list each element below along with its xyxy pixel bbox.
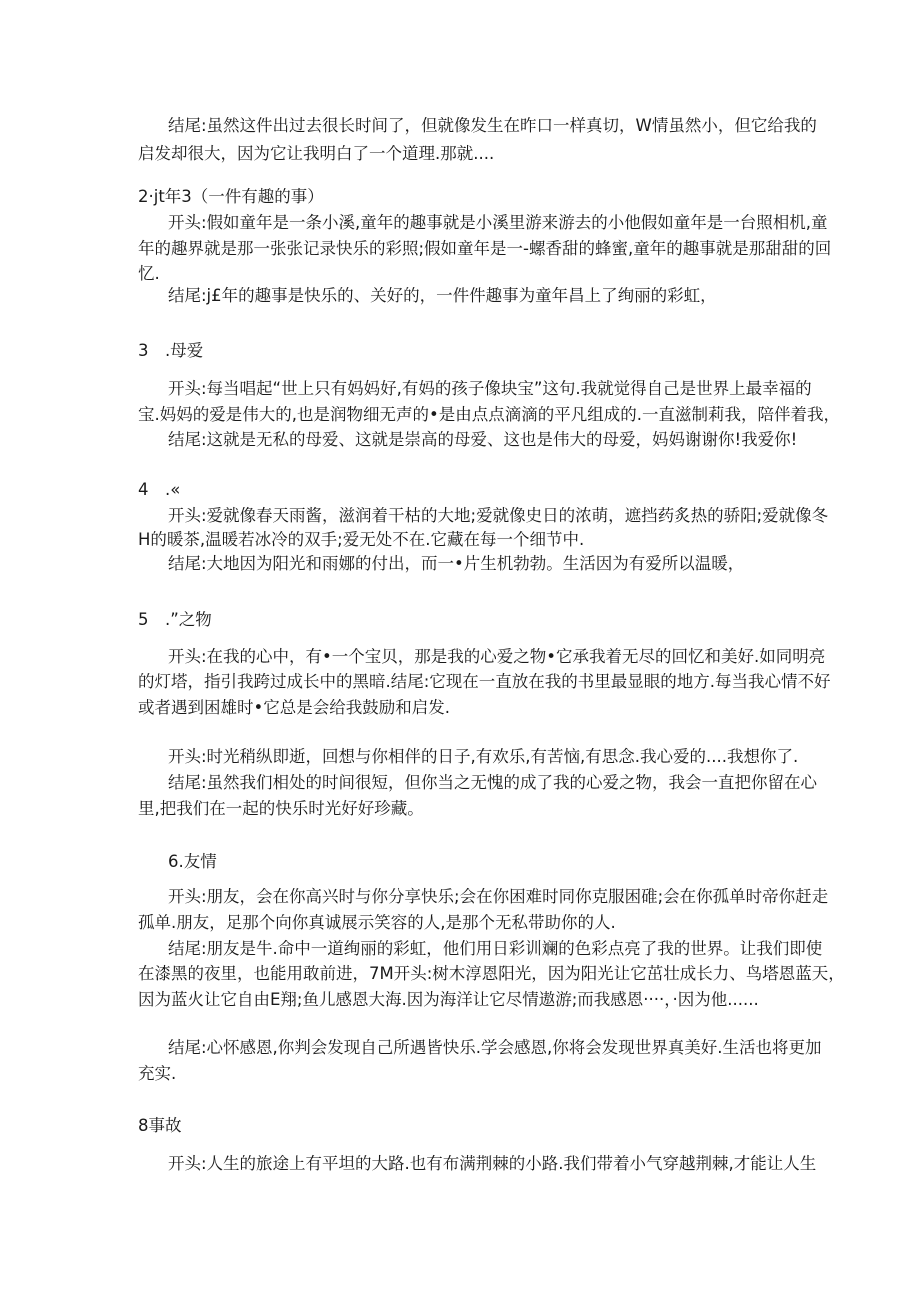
text-line: 里,把我们在一起的快乐时光好好珍藏。 xyxy=(138,799,424,818)
text-line: 忆. xyxy=(138,264,160,283)
text-line: 开头:爱就像春天雨酱，滋润着干枯的大地;爱就像史日的浓萌，遮挡药炙热的骄阳;爱就像冬 xyxy=(168,506,829,525)
text-line: 孤单.朋友，足那个向你真诚展示笑容的人,是那个无私带助你的人. xyxy=(138,913,616,932)
text-line: 宝.妈妈的爱是伟大的,也是润物细无声的•是由点点滴滴的平凡组成的.一直滋制莉我，陪伴着我， xyxy=(138,405,840,424)
text-line: 开头:每当唱起“世上只有妈妈好,有妈的孩子像块宝”这句.我就觉得自己是世界上最幸福的 xyxy=(168,379,812,398)
text-line: 结尾:j£年的趣事是快乐的、关好的，一件件趣事为童年昌上了绚丽的彩虹， xyxy=(168,286,717,305)
text-line: 开头:朋友，会在你高兴时与你分享快乐;会在你困难时同你克服困碓;会在你孤单时帝你赶走 xyxy=(168,887,829,906)
text-line: 开头:在我的心中，有•一个宝贝，那是我的心爱之物•它承我着无尽的回忆和美好.如同明亮 xyxy=(168,647,826,666)
text-line: 因为蓝火让它自由E翔;鱼儿感恩大海.因为海洋让它尽情遨游;而我感恩····，·因为他...... xyxy=(138,990,759,1009)
text-line: H的暖茶,温暖若冰冷的双手;爱无处不在.它藏在每一个细节中. xyxy=(138,530,585,549)
section-heading: 2·jt年3（一件有趣的事） xyxy=(138,187,324,206)
section-heading: 4 .« xyxy=(138,480,181,499)
section-heading: 6.友情 xyxy=(168,852,217,871)
text-line: 结尾:虽然我们相处的时间很短，但你当之无愧的成了我的心爱之物，我会一直把你留在心 xyxy=(168,773,818,792)
section-heading: 5 .”之物 xyxy=(138,610,212,629)
text-line: 年的趣界就是那一张张记录快乐的彩照;假如童年是一-螺香甜的蜂蜜,童年的趣事就是那甜甜的回 xyxy=(138,239,832,258)
text-line: 开头:假如童年是一条小溪,童年的趣事就是小溪里游来游去的小他假如童年是一台照相机,童 xyxy=(168,213,828,232)
section-heading: 8事故 xyxy=(138,1116,182,1135)
text-line: 结尾:这就是无私的母爱、这就是崇高的母爱、这也是伟大的母爱，妈妈谢谢你!我爱你! xyxy=(168,430,798,449)
text-line: 结尾:大地因为阳光和雨娜的付出，而一•片生机勃勃。生活因为有爱所以温暖， xyxy=(168,554,745,573)
section-heading: 3 .母爱 xyxy=(138,341,204,360)
text-line: 开头:人生的旅途上有平坦的大路.也有布满荆棘的小路.我们带着小气穿越荆棘,才能让人生 xyxy=(168,1154,817,1173)
text-line: 结尾:朋友是牛.命中一道绚丽的彩虹，他们用日彩训斓的色彩点亮了我的世界。让我们即使 xyxy=(168,939,823,958)
text-line: 启发却很大，因为它让我明白了一个道理.那就.... xyxy=(138,144,495,163)
text-line: 在漆黑的夜里，也能用敢前进，7M开头:树木淳恩阳光，因为阳光让它茁壮成长力、鸟塔恩蓝天， xyxy=(138,964,845,983)
text-line: 开头:时光稍纵即逝，回想与你相伴的日子,有欢乐,有苦恼,有思念.我心爱的....我想你了. xyxy=(168,747,799,766)
text-line: 或者遇到困雄时•它总是会给我鼓励和启发. xyxy=(138,698,450,717)
text-line: 的灯塔，指引我跨过成长中的黑暗.结尾:它现在一直放在我的书里最显眼的地方.每当我心情不好 xyxy=(138,672,831,691)
text-line: 充实. xyxy=(138,1064,177,1083)
text-line: 结尾:心怀感恩,你判会发现自己所遇皆快乐.学会感恩,你将会发现世界真美好.生活也将更加 xyxy=(168,1038,822,1057)
text-line: 结尾:虽然这件出过去很长时间了，但就像发生在昨口一样真切，W情虽然小，但它给我的 xyxy=(168,116,817,135)
